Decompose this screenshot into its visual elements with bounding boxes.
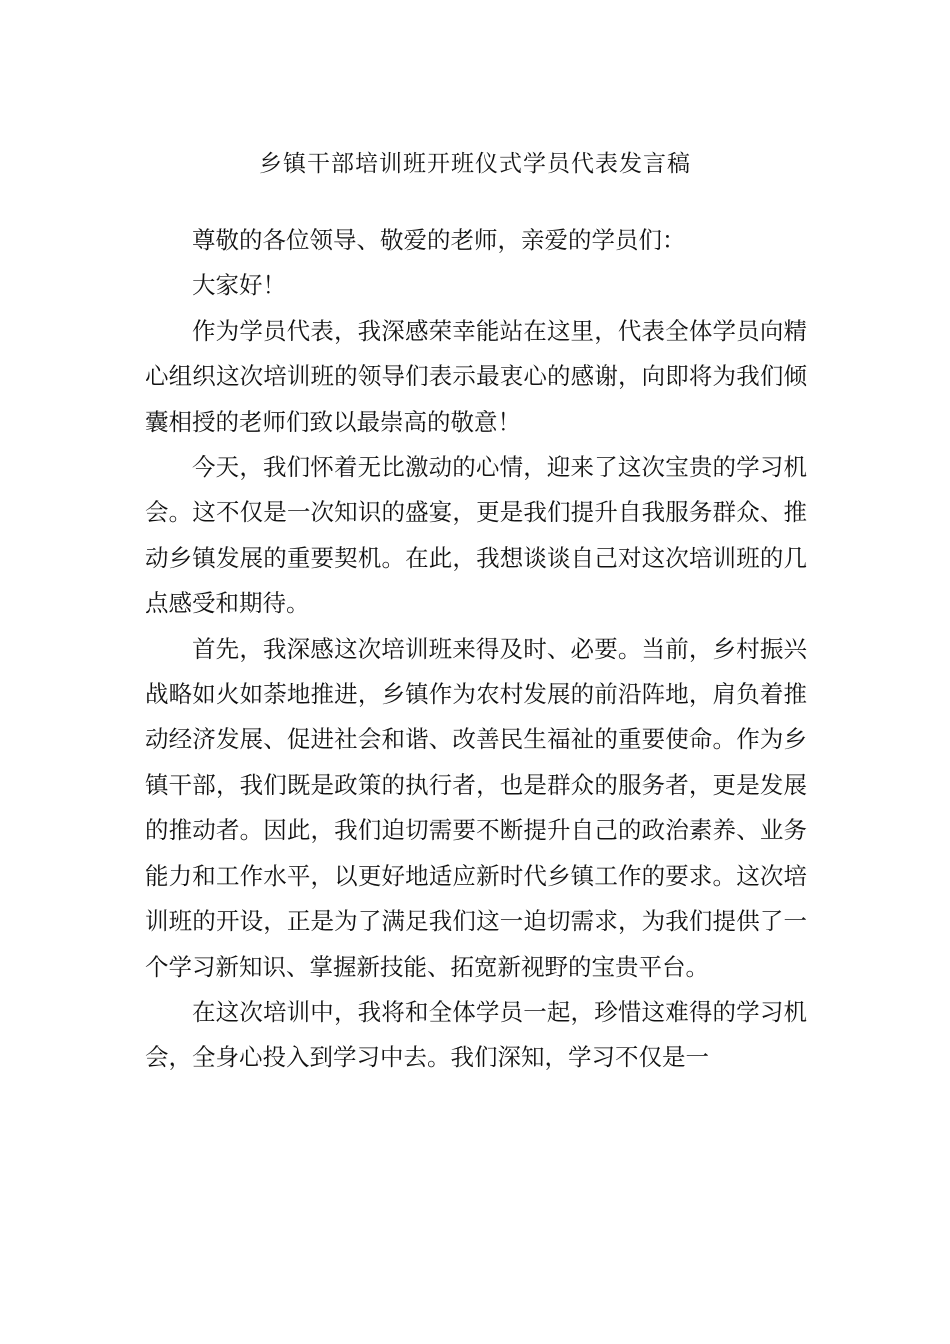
- commitment-paragraph: 在这次培训中，我将和全体学员一起，珍惜这难得的学习机会，全身心投入到学习中去。我们深知，学习不仅是一: [145, 997, 807, 1072]
- first-point-paragraph: 首先，我深感这次培训班来得及时、必要。当前，乡村振兴战略如火如荼地推进，乡镇作为农村发展的前沿阵地，肩负着推动经济发展、促进社会和谐、改善民生福祉的重要使命。作为乡镇干部，我们既是政策的执行者，也是群众的服务者，更是发展的推动者。因此，我们迫切需要不断提升自己的政治素养、业务能力和工作水平，以更好地适应新时代乡镇工作的要求。这次培训班的开设，正是为了满足我们这一迫切需求，为我们提供了一个学习新知识、掌握新技能、拓宽新视野的宝贵平台。: [145, 634, 807, 981]
- greeting-paragraph: 大家好！: [192, 271, 286, 300]
- salutation-paragraph: 尊敬的各位领导、敬爱的老师，亲爱的学员们：: [192, 226, 686, 254]
- document-title: 乡镇干部培训班开班仪式学员代表发言稿: [259, 151, 691, 177]
- thanks-paragraph: 作为学员代表，我深感荣幸能站在这里，代表全体学员向精心组织这次培训班的领导们表示最衷心的感谢，向即将为我们倾囊相授的老师们致以最崇高的敬意！: [145, 316, 807, 436]
- document-body: [145, 218, 807, 1081]
- intro-paragraph: 今天，我们怀着无比激动的心情，迎来了这次宝贵的学习机会。这不仅是一次知识的盛宴，更是我们提升自我服务群众、推动乡镇发展的重要契机。在此，我想谈谈自己对这次培训班的几点感受和期待。: [145, 453, 807, 618]
